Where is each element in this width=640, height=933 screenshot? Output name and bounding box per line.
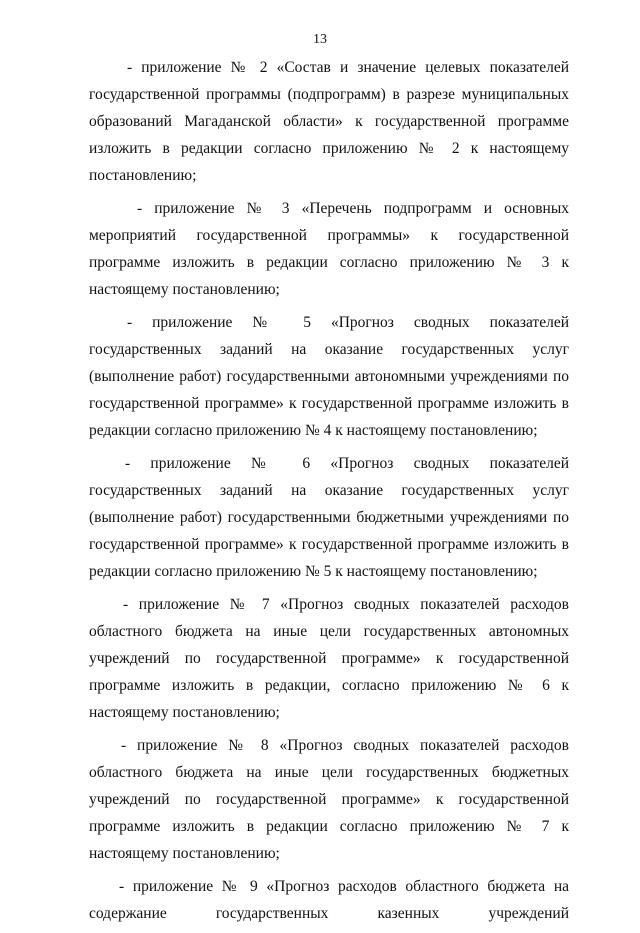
paragraph-appendix-7: - приложение № 7 «Прогноз сводных показателей расходов областного бюджета на иные цели государственных автономных учреждений по государственной программе» к государственной программе изложить в редакции, согласно приложению № 6 к настоящему постановлению;: [89, 596, 569, 721]
page-number: 13: [313, 32, 327, 47]
paragraph-appendix-6: - приложение № 6 «Прогноз сводных показателей государственных заданий на оказание государственных услуг (выполнение работ) государственными бюджетными учреждениями по государственной программе» к государственной программе изложить в редакции согласно приложению № 5 к настоящему постановлению;: [89, 455, 569, 580]
paragraph-appendix-3: - приложение № 3 «Перечень подпрограмм и основных мероприятий государственной программы» к государственной программе изложить в редакции согласно приложению № 3 к настоящему постановлению;: [89, 200, 569, 298]
paragraph-appendix-9: - приложение № 9 «Прогноз расходов областного бюджета на содержание государственных казенных учреждений: [89, 878, 569, 922]
paragraph-appendix-5: - приложение № 5 «Прогноз сводных показателей государственных заданий на оказание государственных услуг (выполнение работ) государственными автономными учреждениями по государственной программе» к государственной программе изложить в редакции согласно приложению № 4 к настоящему постановлению;: [89, 314, 569, 439]
paragraph-appendix-2: - приложение № 2 «Состав и значение целевых показателей государственной программы (подпрограмм) в разрезе муниципальных образований Магаданской области» к государственной программе изложить в редакции согласно приложению № 2 к настоящему постановлению;: [89, 59, 569, 184]
document-body: [89, 54, 569, 933]
paragraph-appendix-8: - приложение № 8 «Прогноз сводных показателей расходов областного бюджета на иные цели государственных бюджетных учреждений по государственной программе» к государственной программе изложить в редакции согласно приложению № 7 к настоящему постановлению;: [89, 737, 569, 862]
